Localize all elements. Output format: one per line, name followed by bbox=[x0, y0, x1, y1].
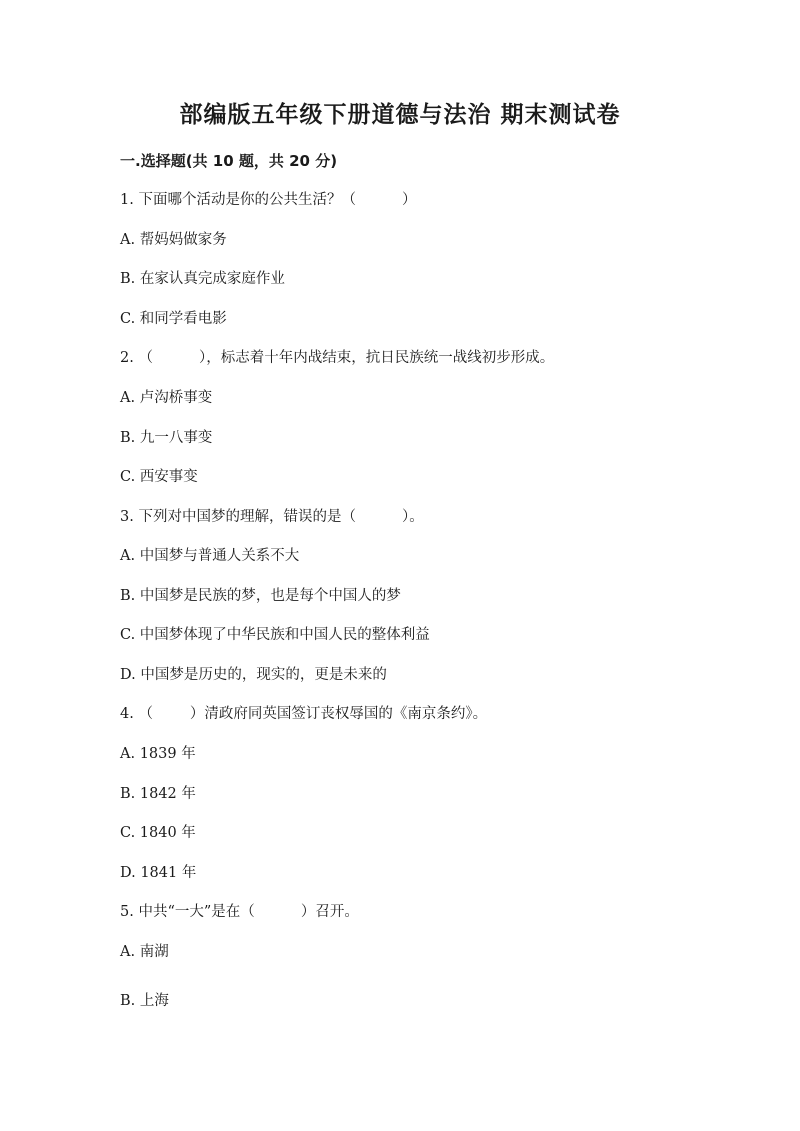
question-option: C. 中国梦体现了中华民族和中国人民的整体利益 bbox=[120, 627, 430, 643]
question-option: D. 中国梦是历史的，现实的，更是未来的 bbox=[120, 667, 387, 683]
question-option: B. 上海 bbox=[120, 993, 169, 1009]
question-option: B. 1842 年 bbox=[120, 786, 196, 802]
question-option: B. 九一八事变 bbox=[120, 430, 213, 446]
question-option: A. 帮妈妈做家务 bbox=[120, 232, 227, 248]
question-option: B. 在家认真完成家庭作业 bbox=[120, 271, 285, 287]
question-option: C. 1840 年 bbox=[120, 825, 196, 841]
page-title: 部编版五年级下册道德与法治 期末测试卷 bbox=[179, 102, 621, 128]
question-stem: 5. 中共“一大”是在（ ）召开。 bbox=[120, 904, 359, 920]
question-stem: 4. （ ）清政府同英国签订丧权辱国的《南京条约》。 bbox=[120, 706, 488, 722]
question-stem: 1. 下面哪个活动是你的公共生活？（ ） bbox=[120, 192, 417, 208]
question-option: A. 中国梦与普通人关系不大 bbox=[120, 548, 300, 564]
question-stem: 2. （ ），标志着十年内战结束，抗日民族统一战线初步形成。 bbox=[120, 350, 555, 366]
question-option: C. 和同学看电影 bbox=[120, 311, 227, 327]
section-heading: 一.选择题(共 10 题，共 20 分) bbox=[120, 152, 338, 170]
question-option: C. 西安事变 bbox=[120, 469, 198, 485]
question-option: A. 卢沟桥事变 bbox=[120, 390, 213, 406]
question-option: D. 1841 年 bbox=[120, 865, 197, 881]
question-option: A. 1839 年 bbox=[120, 746, 196, 762]
question-option: B. 中国梦是民族的梦，也是每个中国人的梦 bbox=[120, 588, 401, 604]
question-option: A. 南湖 bbox=[120, 944, 169, 960]
question-stem: 3. 下列对中国梦的理解，错误的是（ ）。 bbox=[120, 509, 424, 525]
